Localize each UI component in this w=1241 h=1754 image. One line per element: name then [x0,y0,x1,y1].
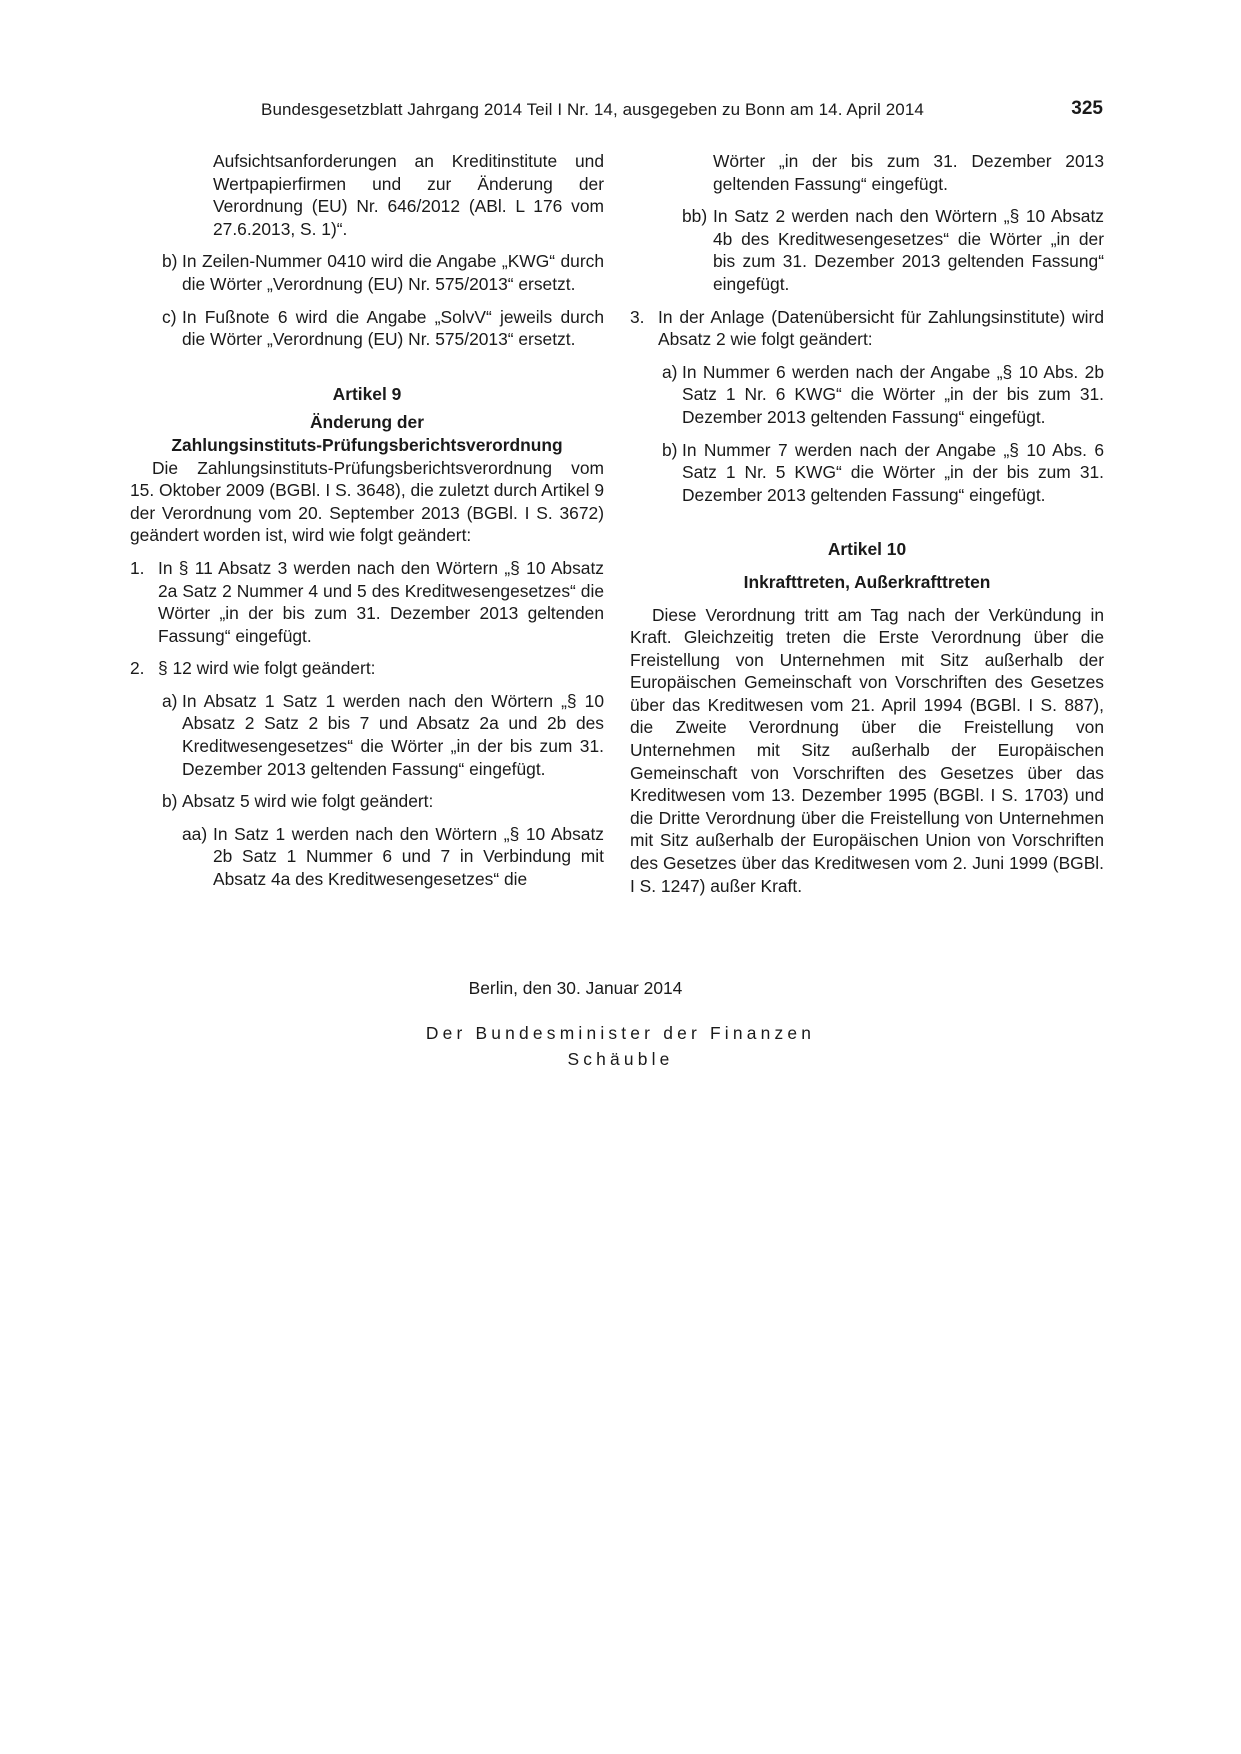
right-column [630,150,1104,897]
list-item-2b [130,790,604,813]
list-item-3a [630,361,1104,429]
running-title: Bundesgesetzblatt Jahrgang 2014 Teil I Nr. 14, ausgegeben zu Bonn am 14. April 2014 [261,100,924,119]
article-9-intro: Die Zahlungsinstituts-Prüfungsberichtsverordnung vom 15. Oktober 2009 (BGBl. I S. 3648), die zuletzt durch Artikel 9 der Verordnung vom 20. September 2013 (BGBl. I S. 3672) geändert worden ist, wird wie folgt geändert: [130,457,604,546]
list-text: In Nummer 6 werden nach der Angabe „§ 10 Abs. 2b Satz 1 Nr. 6 KWG“ die Wörter „in der bis zum 31. Dezember 2013 geltenden Fassung“ eingefügt. [682,361,1104,427]
list-item-2b-bb [630,205,1104,295]
list-text: § 12 wird wie folgt geändert: [158,658,376,679]
continued-paragraph: Aufsichtsanforderungen an Kreditinstitute und Wertpapierfirmen und zur Änderung der Verordnung (EU) Nr. 646/2012 (ABl. L 176 vom 27.6.2013, S. 1)“. [213,151,604,239]
list-item-b [130,250,604,295]
list-text: In Satz 2 werden nach den Wörtern „§ 10 Absatz 4b des Kreditwesengesetzes“ die Wörter „in der bis zum 31. Dezember 2013 geltenden Fassung“ eingefügt. [713,206,1104,294]
article-10-title: Inkrafttreten, Außerkrafttreten [743,571,991,592]
list-text: In Zeilen-Nummer 0410 wird die Angabe „KWG“ durch die Wörter „Verordnung (EU) Nr. 575/2013“ ersetzt. [182,251,604,294]
list-label: a) [662,361,678,382]
signature-name: Schäuble [567,1049,674,1069]
article-9-title-line2: Zahlungsinstituts-Prüfungsberichtsverordnung [171,434,563,455]
list-label: b) [162,791,178,812]
list-item-1 [130,557,604,647]
article-10-number: Artikel 10 [827,539,907,560]
list-label: bb) [682,206,708,227]
list-item-2a [130,690,604,780]
list-item-2b-aa [130,823,604,891]
left-column [130,150,604,891]
article-9-title-line1: Änderung der [309,412,424,433]
list-text: In Fußnote 6 wird die Angabe „SolvV“ jeweils durch die Wörter „Verordnung (EU) Nr. 575/2013“ ersetzt. [182,306,604,350]
list-text: In Nummer 7 werden nach der Angabe „§ 10 Abs. 6 Satz 1 Nr. 5 KWG“ die Wörter „in der bis zum 31. Dezember 2013 geltenden Fassung“ eingefügt. [682,439,1104,505]
list-item-2 [130,657,604,680]
list-label: 3. [630,306,645,327]
place-date-text: Berlin, den 30. Januar 2014 [468,978,683,998]
page-header [261,100,1103,126]
list-label: aa) [182,823,208,844]
page-number: 325 [1071,98,1103,119]
signature-office: Der Bundesminister der Finanzen [425,1023,816,1043]
list-text: In § 11 Absatz 3 werden nach den Wörtern „§ 10 Absatz 2a Satz 2 Nummer 4 und 5 des Kreditwesengesetzes“ die Wörter „in der bis zum 31. Dezember 2013 geltenden Fassung“ eingefügt. [158,557,604,646]
list-item-c [130,306,604,351]
article-10-text: Diese Verordnung tritt am Tag nach der Verkündung in Kraft. Gleichzeitig treten die Erste Verordnung über die Freistellung von Unternehmen mit Sitz außerhalb der Europäischen Gemeinschaft von Vorschriften des Gesetzes über das Kreditwesen vom 21. April 1994 (BGBl. I S. 887), die Zweite Verordnung über die Freistellung von Unternehmen mit Sitz außerhalb der Europäischen Gemeinschaft von Vorschriften des Gesetzes über das Kreditwesen vom 13. Dezember 1995 (BGBl. I S. 1703) und die Dritte Verordnung über die Freistellung von Unternehmen mit Sitz außerhalb der Europäischen Union von Vorschriften des Gesetzes über das Kreditwesen vom 2. Juni 1999 (BGBl. I S. 1247) außer Kraft. [630,604,1104,896]
list-text: In der Anlage (Datenübersicht für Zahlungsinstitute) wird Absatz 2 wie folgt geändert: [658,306,1104,350]
list-text: Absatz 5 wird wie folgt geändert: [182,791,434,812]
list-text: In Satz 1 werden nach den Wörtern „§ 10 Absatz 2b Satz 1 Nummer 6 und 7 in Verbindung mit Absatz 4a des Kreditwesengesetzes“ die [213,823,604,890]
list-label: b) [162,251,178,272]
list-label: 2. [130,658,145,679]
list-item-3b [630,439,1104,507]
list-label: b) [662,439,678,460]
article-9-number: Artikel 9 [332,383,402,404]
list-label: c) [162,306,177,327]
continued-paragraph: Wörter „in der bis zum 31. Dezember 2013 geltenden Fassung“ eingefügt. [713,151,1104,194]
signature-place-date [0,978,1241,999]
list-text: In Absatz 1 Satz 1 werden nach den Wörtern „§ 10 Absatz 2 Satz 2 bis 7 und Absatz 2a und 2b des Kreditwesengesetzes“ die Wörter „in der bis zum 31. Dezember 2013 geltenden Fassung“ eingefügt. [182,690,604,779]
list-label: a) [162,690,178,711]
list-item-3 [630,306,1104,351]
list-label: 1. [130,557,145,578]
